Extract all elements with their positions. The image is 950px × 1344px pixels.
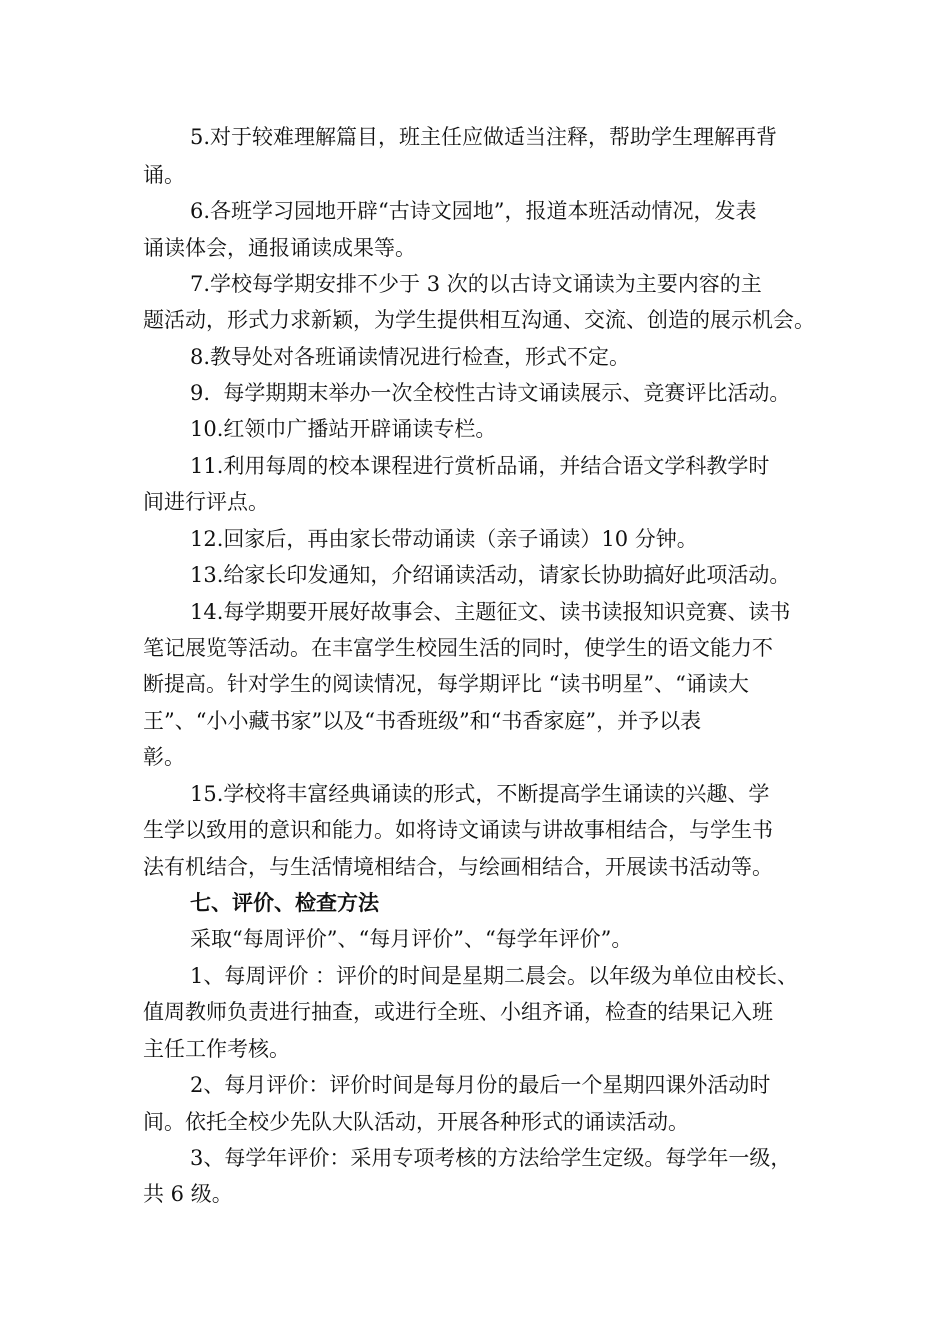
text-line: 9. 每学期期末举办一次全校性古诗文诵读展示、竞赛评比活动。 — [190, 381, 791, 405]
text-line: 题活动，形式力求新颖，为学生提供相互沟通、交流、创造的展示机会。 — [143, 308, 815, 332]
text-line: 11.利用每周的校本课程进行赏析品诵，并结合语文学科教学时 — [190, 454, 770, 478]
text-line: 采取“每周评价”、“每月评价”、“每学年评价”。 — [190, 927, 633, 951]
text-line: 5.对于较难理解篇目，班主任应做适当注释，帮助学生理解再背 — [190, 125, 778, 149]
text-line: 14.每学期要开展好故事会、主题征文、读书读报知识竞赛、读书 — [190, 600, 791, 624]
text-line: 共 6 级。 — [143, 1182, 233, 1206]
text-line: 断提高。针对学生的阅读情况，每学期评比 “读书明星”、“诵读大 — [143, 672, 749, 696]
text-line: 王”、“小小藏书家”以及“书香班级”和“书香家庭”，并予以表 — [143, 709, 702, 733]
section-heading: 七、评价、检查方法 — [190, 890, 379, 915]
text-line: 10.红领巾广播站开辟诵读专栏。 — [190, 417, 497, 441]
text-line: 笔记展览等活动。在丰富学生校园生活的同时，使学生的语文能力不 — [143, 636, 773, 660]
text-line: 诵。 — [143, 163, 185, 187]
text-line: 8.教导处对各班诵读情况进行检查，形式不定。 — [190, 345, 631, 369]
text-line: 生学以致用的意识和能力。如将诗文诵读与讲故事相结合，与学生书 — [143, 818, 773, 842]
text-line: 1、每周评价 ：评价的时间是星期二晨会。以年级为单位由校长、 — [190, 964, 799, 988]
text-line: 值周教师负责进行抽查，或进行全班、小组齐诵，检查的结果记入班 — [143, 1000, 773, 1024]
text-line: 2、每月评价：评价时间是每月份的最后一个星期四课外活动时 — [190, 1073, 771, 1097]
text-line: 间进行评点。 — [143, 490, 269, 514]
text-line: 12.回家后，再由家长带动诵读（亲子诵读）10 分钟。 — [190, 527, 698, 551]
text-line: 主任工作考核。 — [143, 1037, 290, 1061]
text-line: 6.各班学习园地开辟“古诗文园地”，报道本班活动情况，发表 — [190, 199, 757, 223]
text-line: 间。依托全校少先队大队活动，开展各种形式的诵读活动。 — [143, 1110, 689, 1134]
text-line: 13.给家长印发通知，介绍诵读活动，请家长协助搞好此项活动。 — [190, 563, 791, 587]
text-line: 7.学校每学期安排不少于 3 次的以古诗文诵读为主要内容的主 — [190, 272, 762, 296]
text-line: 诵读体会，通报诵读成果等。 — [143, 236, 416, 260]
text-line: 15.学校将丰富经典诵读的形式，不断提高学生诵读的兴趣、学 — [190, 782, 770, 806]
text-line: 法有机结合，与生活情境相结合，与绘画相结合，开展读书活动等。 — [143, 855, 773, 879]
text-line: 彰。 — [143, 745, 185, 769]
text-line: 3、每学年评价：采用专项考核的方法给学生定级。每学年一级， — [190, 1146, 792, 1170]
